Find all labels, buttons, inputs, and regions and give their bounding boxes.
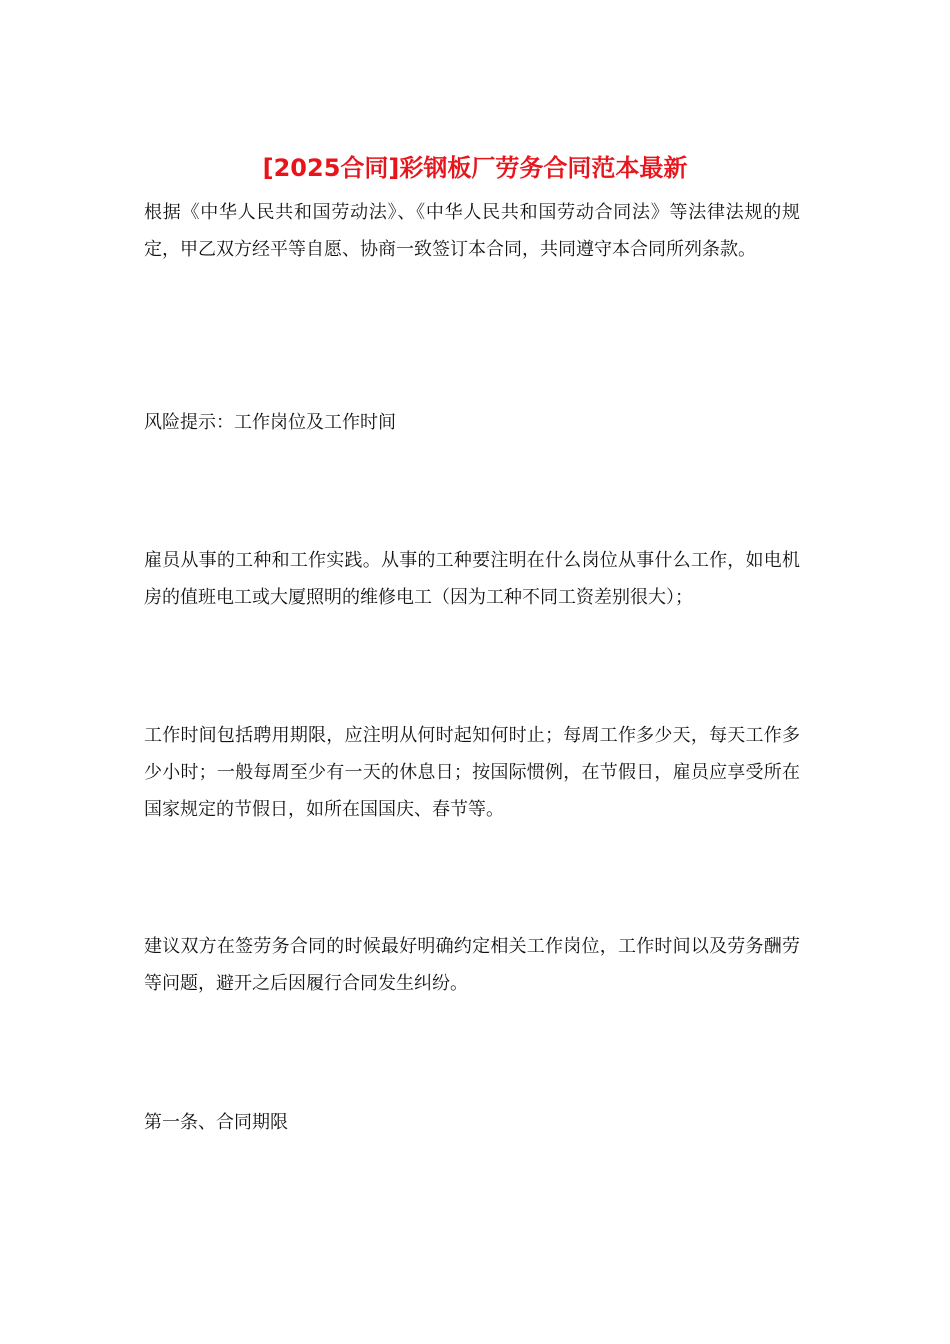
intro-paragraph: 根据《中华人民共和国劳动法》、《中华人民共和国劳动合同法》等法律法规的规定，甲乙双方经平等自愿、协商一致签订本合同，共同遵守本合同所列条款。 [144, 202, 800, 260]
job-type-paragraph: 雇员从事的工种和工作实践。从事的工种要注明在什么岗位从事什么工作，如电机房的值班电工或大厦照明的维修电工（因为工种不同工资差别很大）； [144, 550, 800, 608]
risk-tip-heading: 风险提示：工作岗位及工作时间 [144, 412, 396, 433]
work-time-paragraph: 工作时间包括聘用期限，应注明从何时起知何时止；每周工作多少天，每天工作多少小时；一般每周至少有一天的休息日；按国际惯例，在节假日，雇员应享受所在国家规定的节假日，如所在国国庆、春节等。 [144, 725, 800, 820]
document-title: [2025合同]彩钢板厂劳务合同范本最新 [262, 154, 688, 182]
article-one-heading: 第一条、合同期限 [144, 1112, 288, 1133]
advice-paragraph: 建议双方在签劳务合同的时候最好明确约定相关工作岗位，工作时间以及劳务酬劳等问题，避开之后因履行合同发生纠纷。 [144, 936, 800, 994]
